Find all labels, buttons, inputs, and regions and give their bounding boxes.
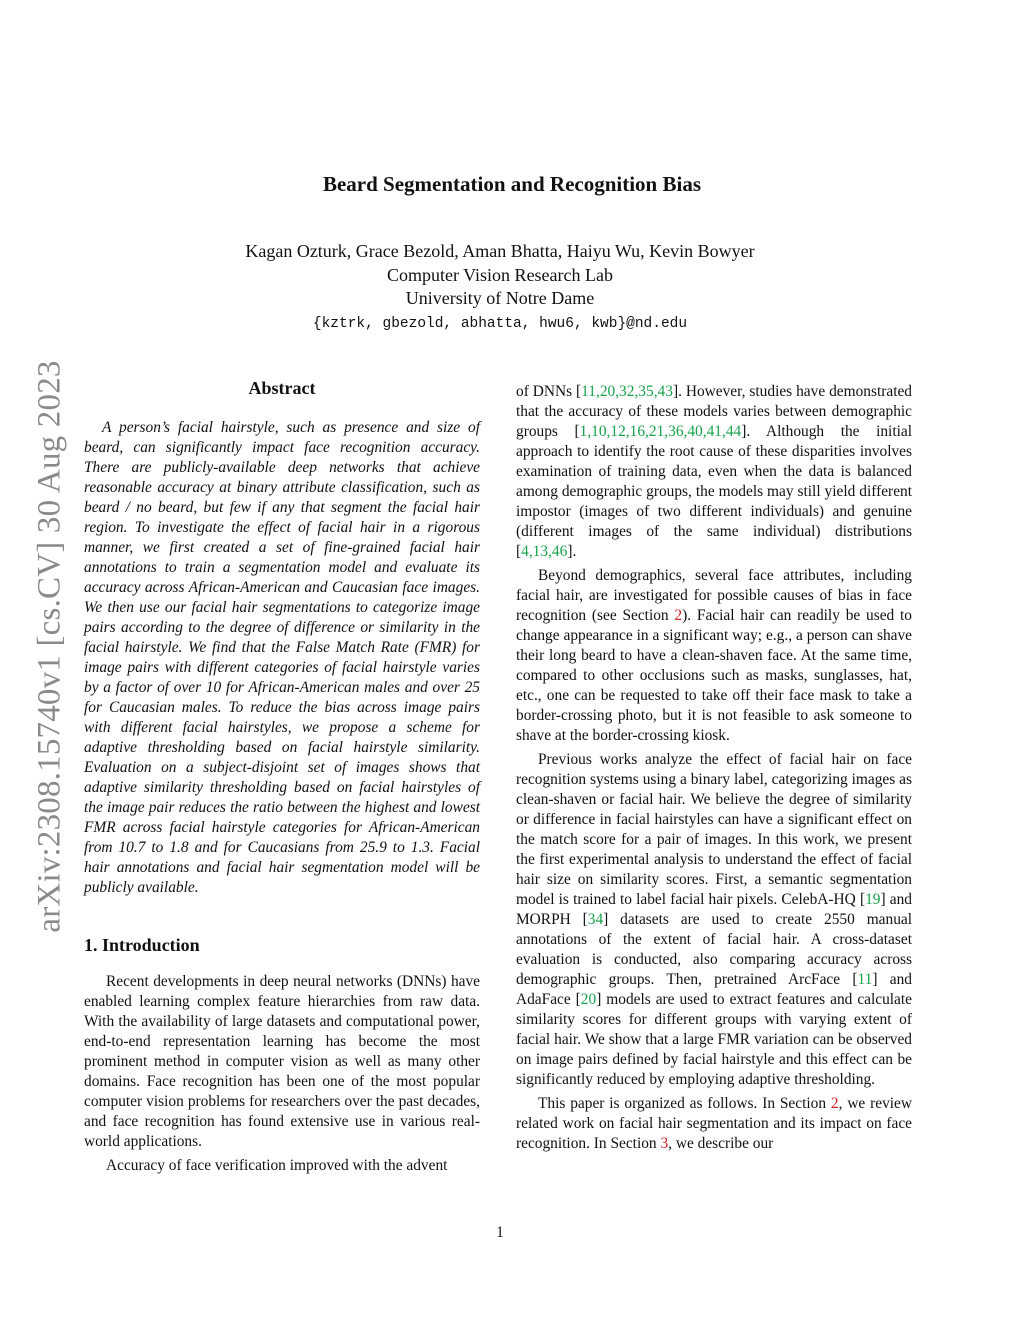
affiliation-lab: Computer Vision Research Lab — [386, 264, 614, 285]
author-block — [0, 240, 1000, 336]
citation-link[interactable]: 20 — [580, 991, 597, 1008]
left-column — [84, 378, 480, 1176]
citation-link[interactable]: 34 — [587, 911, 604, 928]
right-paragraph-3: Previous works analyze the effect of facial hair on face recognition systems using a binary label, categorizing images as clean-shaven or facial hair. We believe the degree of similarity or difference in facial hairstyles can have a significant effect on the match score for a pair of images. In this work, we present the first experimental analysis to understand the effect of facial hair size on similarity scores. First, a semantic segmentation model is trained to label facial hair pixels. CelebA-HQ [19] and MORPH [34] datasets are used to create 2550 manual annotations of the extent of facial hair. A cross-dataset evaluation is conducted, also comparing accuracy across demographic groups. Then, pretrained ArcFace [11] and AdaFace [20] models are used to extract features and calculate similarity scores for different groups with varying extent of facial hair. We show that a large FMR variation can be observed on image pairs defined by facial hairstyle and this effect can be significantly reduced by employing adaptive thresholding. — [516, 751, 912, 1088]
citation-link[interactable]: 11 — [857, 971, 873, 988]
author-list: Kagan Ozturk, Grace Bezold, Aman Bhatta, Haiyu Wu, Kevin Bowyer — [245, 241, 755, 261]
citation-link[interactable]: 4,13,46 — [521, 543, 568, 560]
page-number: 1 — [496, 1224, 504, 1241]
author-emails: {kztrk, gbezold, abhatta, hwu6, kwb}@nd.edu — [312, 315, 688, 332]
arxiv-identifier-stamp — [30, 348, 70, 944]
paper-title: Beard Segmentation and Recognition Bias — [322, 172, 702, 196]
right-paragraph-4: This paper is organized as follows. In Section 2, we review related work on facial hair segmentation and its impact on face recognition. In Section 3, we describe our — [516, 1095, 912, 1152]
intro-paragraph-1: Recent developments in deep neural networks (DNNs) have enabled learning complex feature hierarchies from raw data. With the availability of large datasets and computational power, end-to-end representation learning has become the most prominent method in computer vision as well as many other domains. Face recognition has been one of the most popular computer vision problems for researchers over the past decades, and face recognition has found extensive use in various real-world applications. — [84, 973, 480, 1150]
right-paragraph-1: of DNNs [11,20,32,35,43]. However, studies have demonstrated that the accuracy of these models varies between demographic groups [1,10,12,16,21,36,40,41,44]. Although the initial approach to identify the root cause of these disparities involves examination of training data, even when the data is balanced among demographic groups, the models may still yield different impostor (images of two different individuals) and genuine (different images of the same individual) distributions [4,13,46]. — [516, 383, 912, 560]
section-heading-introduction: 1. Introduction — [84, 935, 200, 955]
intro-paragraph-2: Accuracy of face verification improved with the advent — [106, 1157, 448, 1174]
abstract-heading: Abstract — [248, 378, 316, 398]
section-reference-link[interactable]: 2 — [674, 607, 683, 624]
section-reference-link[interactable]: 3 — [660, 1135, 669, 1152]
citation-link[interactable]: 19 — [865, 891, 881, 908]
arxiv-identifier-text: arXiv:2308.15740v1 [cs.CV] 30 Aug 2023 — [31, 359, 68, 933]
section-reference-link[interactable]: 2 — [830, 1095, 839, 1112]
citation-link[interactable]: 1,10,12,16,21,36,40,41,44 — [579, 423, 742, 440]
citation-link[interactable]: 11,20,32,35,43 — [581, 383, 673, 400]
affiliation-university: University of Notre Dame — [405, 288, 595, 308]
abstract-text: A person’s facial hairstyle, such as presence and size of beard, can significantly impact face recognition accuracy. There are publicly-available deep networks that achieve reasonable accuracy at binary attribute classification, such as beard / no beard, but few if any that segment the facial hair region. To investigate the effect of facial hair in a rigorous manner, we first created a set of fine-grained facial hair annotations to train a segmentation model and evaluate its accuracy across African-American and Caucasian face images. We then use our facial hair segmentations to categorize image pairs according to the degree of difference or similarity in the facial hairstyle. We find that the False Match Rate (FMR) for image pairs with different categories of facial hairstyle varies by a factor of over 10 for African-American males and over 25 for Caucasian males. To reduce the bias across image pairs with different facial hairstyles, we propose a scheme for adaptive thresholding based on facial hairstyle similarity. Evaluation on a subject-disjoint set of images shows that adaptive similarity thresholding based on facial hairstyles of the image pair reduces the ratio between the highest and lowest FMR across facial hairstyle categories for African-American from 10.7 to 1.8 and for Caucasians from 25.9 to 1.3. Facial hair annotations and facial hair segmentation model will be publicly available. — [84, 419, 480, 896]
right-column — [516, 382, 912, 1154]
right-paragraph-2: Beyond demographics, several face attributes, including facial hair, are investigated for possible causes of bias in face recognition (see Section 2). Facial hair can readily be used to change appearance in a significant way; e.g., a person can shave their long beard to have a clean-shaven face. At the same time, compared to other occlusions such as masks, sunglasses, hat, etc., one can be requested to take off their face mask to take a border-crossing photo, but it is not feasible to ask someone to shave at the border-crossing kiosk. — [516, 567, 912, 744]
